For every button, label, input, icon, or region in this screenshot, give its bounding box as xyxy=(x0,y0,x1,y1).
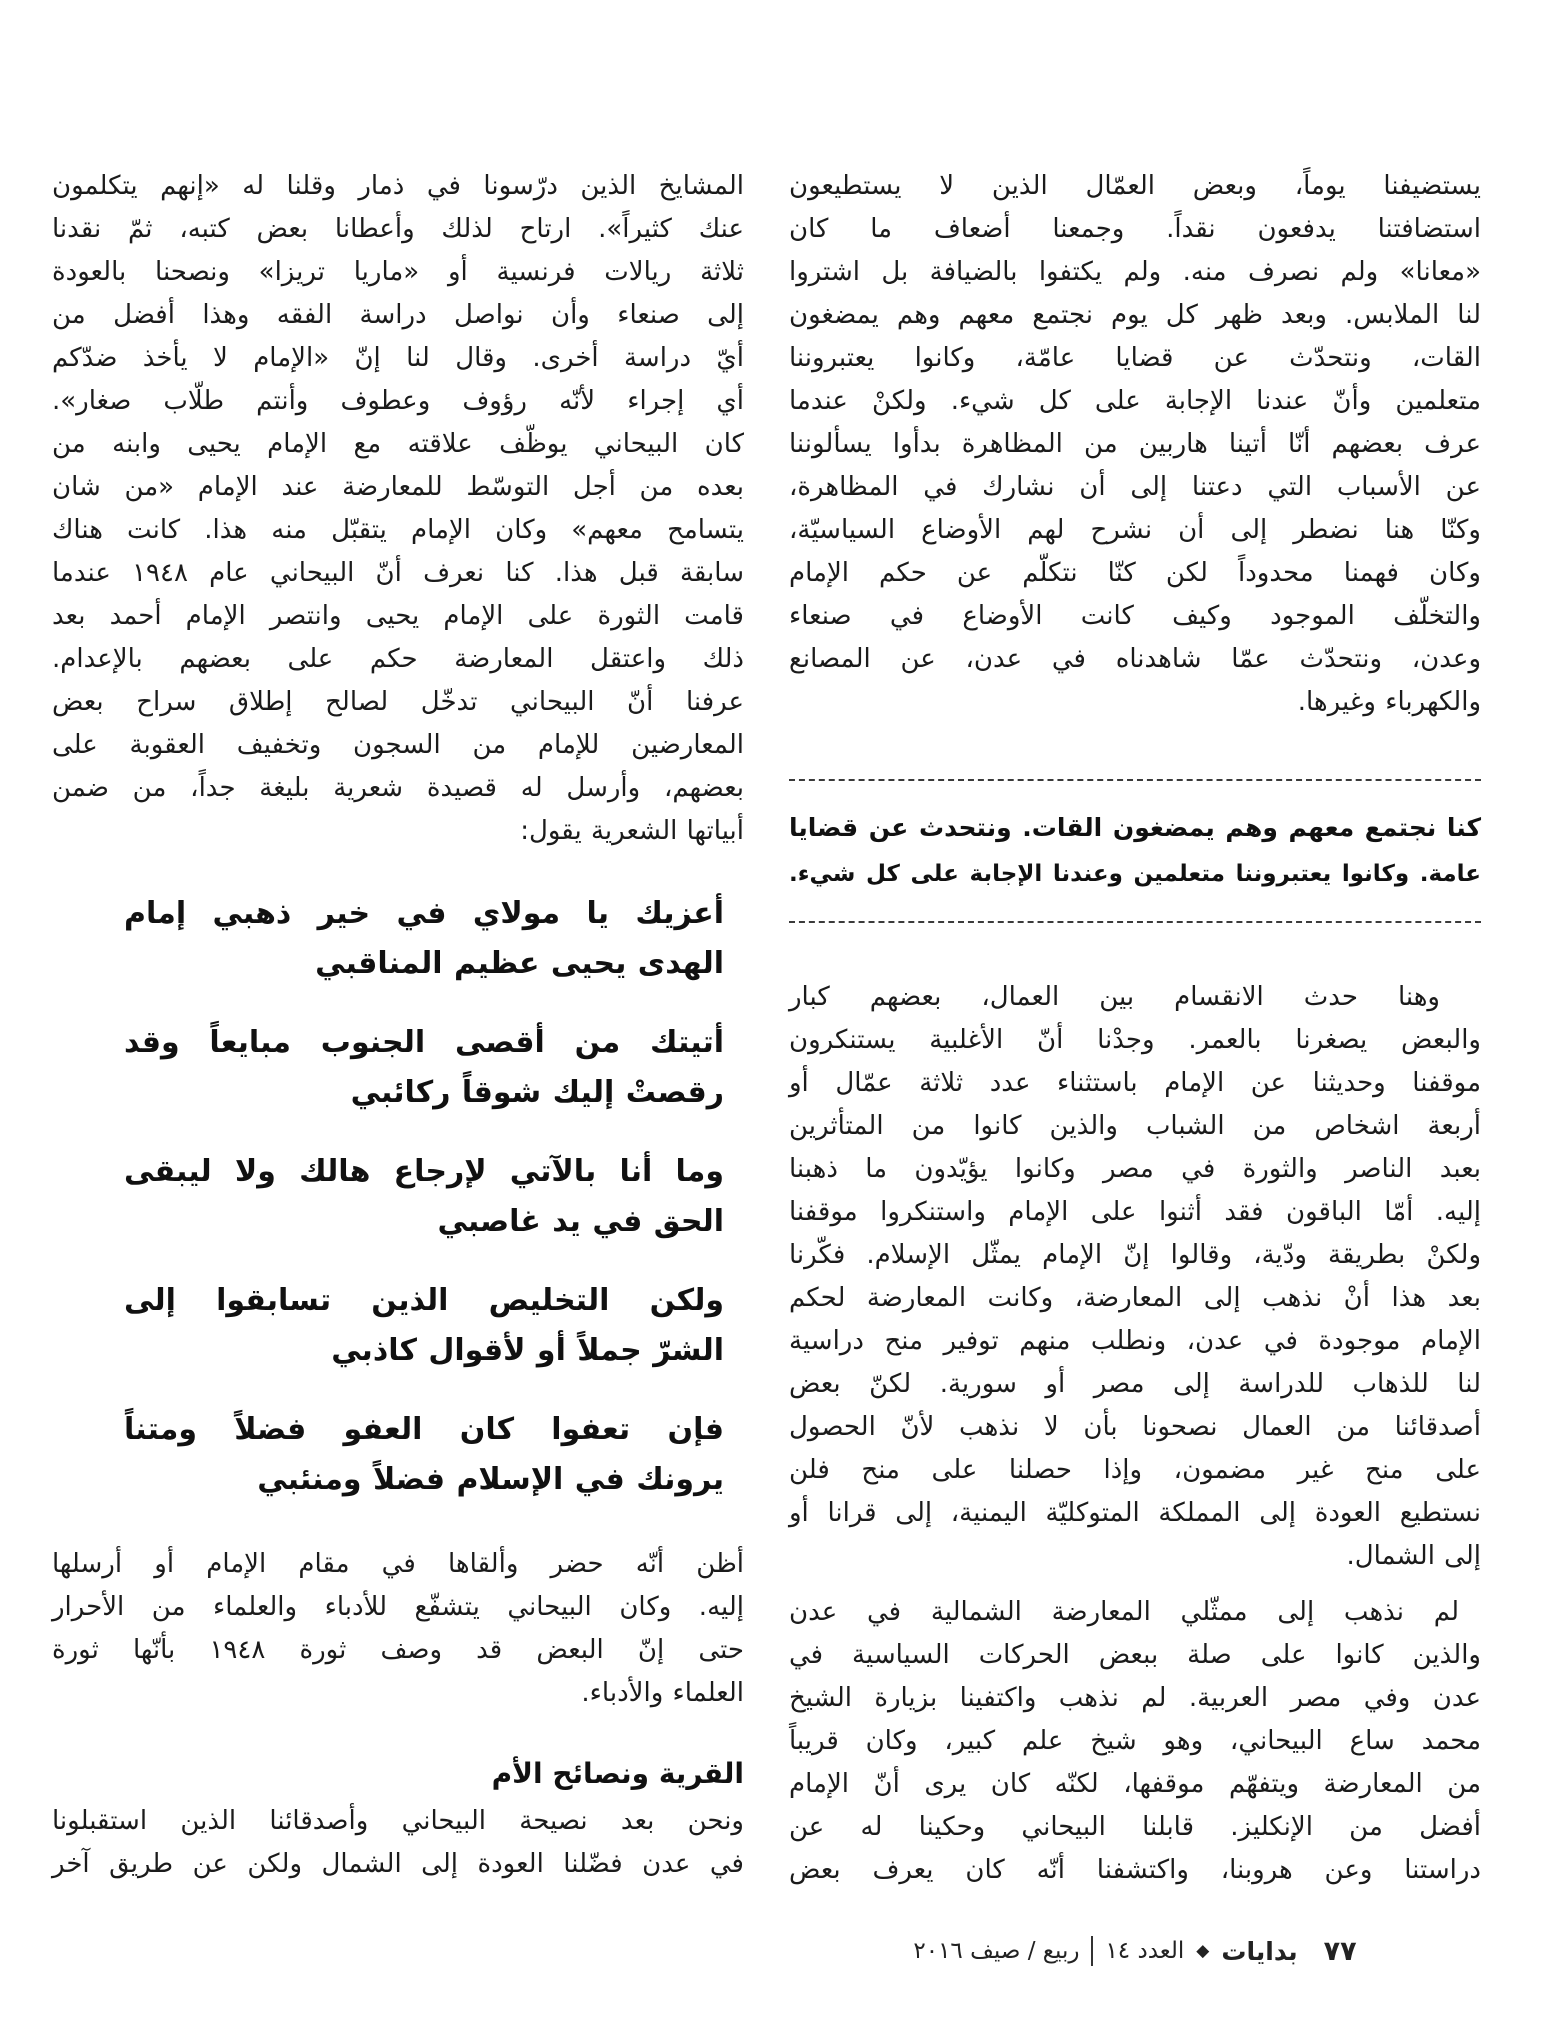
text-line: لنا للذهاب للدراسة إلى مصر أو سورية. لكنّ بعض xyxy=(789,1369,1481,1399)
text-line: سابقة قبل هذا. كنا نعرف أنّ البيحاني عام ١٩٤٨ عندما xyxy=(52,558,744,588)
verse-line: رقصتْ إليك شوقاً ركائبي xyxy=(350,1075,724,1110)
paragraph xyxy=(789,165,1481,724)
text-line: الإمام موجودة في عدن، ونطلب منهم توفير منح دراسية xyxy=(789,1326,1481,1356)
dashed-rule xyxy=(789,779,1481,781)
text-line: بعد هذا أنْ نذهب إلى المعارضة، وكانت المعارضة لحكم xyxy=(789,1283,1481,1313)
text-line: والتخلّف الموجود وكيف كانت الأوضاع في صنعاء xyxy=(789,601,1481,631)
text-line: أظن أنّه حضر وألقاها في مقام الإمام أو أرسلها xyxy=(52,1549,744,1579)
couplet xyxy=(124,1147,724,1247)
text-line: يتسامح معهم» وكان الإمام يتقبّل منه هذا. كانت هناك xyxy=(52,515,744,545)
verse-line: أعزيك يا مولاي في خير ذهبي إمام xyxy=(124,896,724,931)
text-line: ذلك واعتقل المعارضة حكم على بعضهم بالإعدام. xyxy=(52,644,744,674)
paragraph xyxy=(789,1591,1481,1892)
couplet xyxy=(124,1405,724,1505)
text-line: وكنّا هنا نضطر إلى أن نشرح لهم الأوضاع السياسيّة، xyxy=(789,515,1481,545)
text-line: عن الأسباب التي دعتنا إلى أن نشارك في المظاهرة، xyxy=(789,472,1481,502)
diamond-icon: ◆ xyxy=(1196,1941,1210,1961)
pull-quote xyxy=(789,804,1481,898)
text-line: متعلمين وأنّ عندنا الإجابة على كل شيء. ولكنْ عندما xyxy=(789,386,1481,416)
poem xyxy=(52,889,744,1534)
text-line: العلماء والأدباء. xyxy=(581,1678,744,1708)
text-line: «معانا» ولم نصرف منه. ولم يكتفوا بالضيافة بل اشتروا xyxy=(789,257,1481,287)
text-line: وهنا حدث الانقسام بين العمال، بعضهم كبار xyxy=(789,982,1440,1012)
season-date: ربيع / صيف ٢٠١٦ xyxy=(913,1938,1080,1964)
dashed-rule xyxy=(789,921,1481,923)
text-line: بعبد الناصر والثورة في مصر وكانوا يؤيّدون ما ذهبنا xyxy=(789,1154,1481,1184)
text-line: وعدن، ونتحدّث عمّا شاهدناه في عدن، عن المصانع xyxy=(789,644,1481,674)
text-line: أيّ دراسة أخرى. وقال لنا إنّ «الإمام لا يأخذ ضدّكم xyxy=(52,343,744,373)
text-line: المشايخ الذين درّسونا في ذمار وقلنا له «إنهم يتكلمون xyxy=(52,171,744,201)
text-line: أصدقائنا من العمال نصحونا بأن لا نذهب لأنّ الحصول xyxy=(789,1412,1481,1442)
text-line: أي إجراء لأنّه رؤوف وعطوف وأنتم طلّاب صغار». xyxy=(52,386,744,416)
text-line: على منح غير مضمون، وإذا حصلنا على منح فلن xyxy=(789,1455,1481,1485)
text-line: والكهرباء وغيرها. xyxy=(1297,687,1481,717)
couplet xyxy=(124,1018,724,1118)
paragraph xyxy=(789,976,1481,1578)
text-line: إليه. أمّا الباقون فقد أثنوا على الإمام واستنكروا موقفنا xyxy=(789,1197,1481,1227)
text-line: دراستنا وعن هروبنا، واكتشفنا أنّه كان يعرف بعض xyxy=(789,1855,1481,1885)
text-line: إليه. وكان البيحاني يتشفّع للأدباء والعلماء من الأحرار xyxy=(52,1592,744,1622)
text-line: القات، ونتحدّث عن قضايا عامّة، وكانوا يعتبروننا xyxy=(789,343,1481,373)
text-line: عرف بعضهم أنّا أتينا هاربين من المظاهرة بدأوا يسألوننا xyxy=(789,429,1481,459)
text-line: عدن وفي مصر العربية. لم نذهب واكتفينا بزيارة الشيخ xyxy=(789,1683,1481,1713)
text-line: لم نذهب إلى ممثّلي المعارضة الشمالية في عدن xyxy=(789,1597,1459,1627)
text-line: المعارضين للإمام من السجون وتخفيف العقوبة على xyxy=(52,730,744,760)
text-line: وكان فهمنا محدوداً لكن كنّا نتكلّم عن حكم الإمام xyxy=(789,558,1481,588)
verse-line: فإن تعفوا كان العفو فضلاً ومتناً xyxy=(124,1412,724,1447)
text-line: إلى صنعاء وأن نواصل دراسة الفقه وهذا أفضل من xyxy=(52,300,744,330)
verse-line: الهدى يحيى عظيم المناقبي xyxy=(315,946,724,981)
text-line: والبعض يصغرنا بالعمر. وجدْنا أنّ الأغلبية يستنكرون xyxy=(789,1025,1481,1055)
text-line: حتى إنّ البعض قد وصف ثورة ١٩٤٨ بأنّها ثورة xyxy=(52,1635,744,1665)
text-line: عنك كثيراً». ارتاح لذلك وأعطانا بعض كتبه، ثمّ نقدنا xyxy=(52,214,744,244)
couplet xyxy=(124,1276,724,1376)
text-line: يستضيفنا يوماً، وبعض العمّال الذين لا يستطيعون xyxy=(789,171,1481,201)
text-line: أفضل من الإنكليز. قابلنا البيحاني وحكينا له عن xyxy=(789,1812,1481,1842)
text-line: أربعة اشخاص من الشباب والذين كانوا من المتأثرين xyxy=(789,1111,1481,1141)
section-heading: القرية ونصائح الأم xyxy=(491,1757,744,1790)
magazine-name: بدايات xyxy=(1221,1936,1298,1966)
pull-quote-line: كنا نجتمع معهم وهم يمضغون القات. ونتحدث عن قضايا xyxy=(789,813,1481,842)
text-line: من المعارضة ويتفهّم موقفها، لكنّه كان يرى أنّ الإمام xyxy=(789,1769,1481,1799)
text-line: بعده من أجل التوسّط للمعارضة عند الإمام «من شان xyxy=(52,472,744,502)
footer-divider xyxy=(1091,1936,1093,1966)
verse-line: الشرّ جملاً أو لأقوال كاذبي xyxy=(331,1333,724,1368)
verse-line: وما أنا بالآتي لإرجاع هالك ولا ليبقى xyxy=(124,1154,724,1189)
text-line: إلى الشمال. xyxy=(1346,1541,1481,1571)
paragraph xyxy=(52,1800,744,1886)
text-line: ونحن بعد نصيحة البيحاني وأصدقائنا الذين استقبلونا xyxy=(52,1806,744,1836)
text-line: ولكنْ بطريقة ودّية، وقالوا إنّ الإمام يمثّل الإسلام. فكّرنا xyxy=(789,1240,1481,1270)
text-line: في عدن فضّلنا العودة إلى الشمال ولكن عن طريق آخر xyxy=(52,1849,744,1879)
text-line: ثلاثة ريالات فرنسية أو «ماريا تريزا» ونصحنا بالعودة xyxy=(52,257,744,287)
text-line: والذين كانوا على صلة ببعض الحركات السياسية في xyxy=(789,1640,1481,1670)
pull-quote-line: عامة. وكانوا يعتبروننا متعلمين وعندنا الإجابة على كل شيء. xyxy=(789,861,1481,887)
text-line: محمد ساع البيحاني، وهو شيخ علم كبير، وكان قريباً xyxy=(789,1726,1481,1756)
paragraph xyxy=(52,165,744,853)
couplet xyxy=(124,889,724,989)
text-line: نستطيع العودة إلى المملكة المتوكليّة اليمنية، إلى قرانا أو xyxy=(789,1498,1481,1528)
verse-line: يرونك في الإسلام فضلاً ومنئبي xyxy=(257,1462,724,1497)
text-line: عرفنا أنّ البيحاني تدخّل لصالح إطلاق سراح بعض xyxy=(52,687,744,717)
page-number: ٧٧ xyxy=(1323,1935,1357,1967)
page-footer xyxy=(789,1928,1481,1974)
text-line: لنا الملابس. وبعد ظهر كل يوم نجتمع معهم وهم يمضغون xyxy=(789,300,1481,330)
verse-line: الحق في يد غاصبي xyxy=(437,1204,724,1239)
text-line: بعضهم، وأرسل له قصيدة شعرية بليغة جداً، من ضمن xyxy=(52,773,744,803)
issue-number: العدد ١٤ xyxy=(1105,1938,1185,1964)
text-line: أبياتها الشعرية يقول: xyxy=(520,816,744,846)
verse-line: أتيتك من أقصى الجنوب مبايعاً وقد xyxy=(124,1025,724,1060)
text-line: قامت الثورة على الإمام يحيى وانتصر الإمام أحمد بعد xyxy=(52,601,744,631)
verse-line: ولكن التخليص الذين تسابقوا إلى xyxy=(124,1283,724,1318)
paragraph xyxy=(52,1543,744,1715)
text-line: موقفنا وحديثنا عن الإمام باستثناء عدد ثلاثة عمّال أو xyxy=(789,1068,1481,1098)
text-line: استضافتنا يدفعون نقداً. وجمعنا أضعاف ما كان xyxy=(789,214,1481,244)
text-line: كان البيحاني يوظّف علاقته مع الإمام يحيى وابنه من xyxy=(52,429,744,459)
